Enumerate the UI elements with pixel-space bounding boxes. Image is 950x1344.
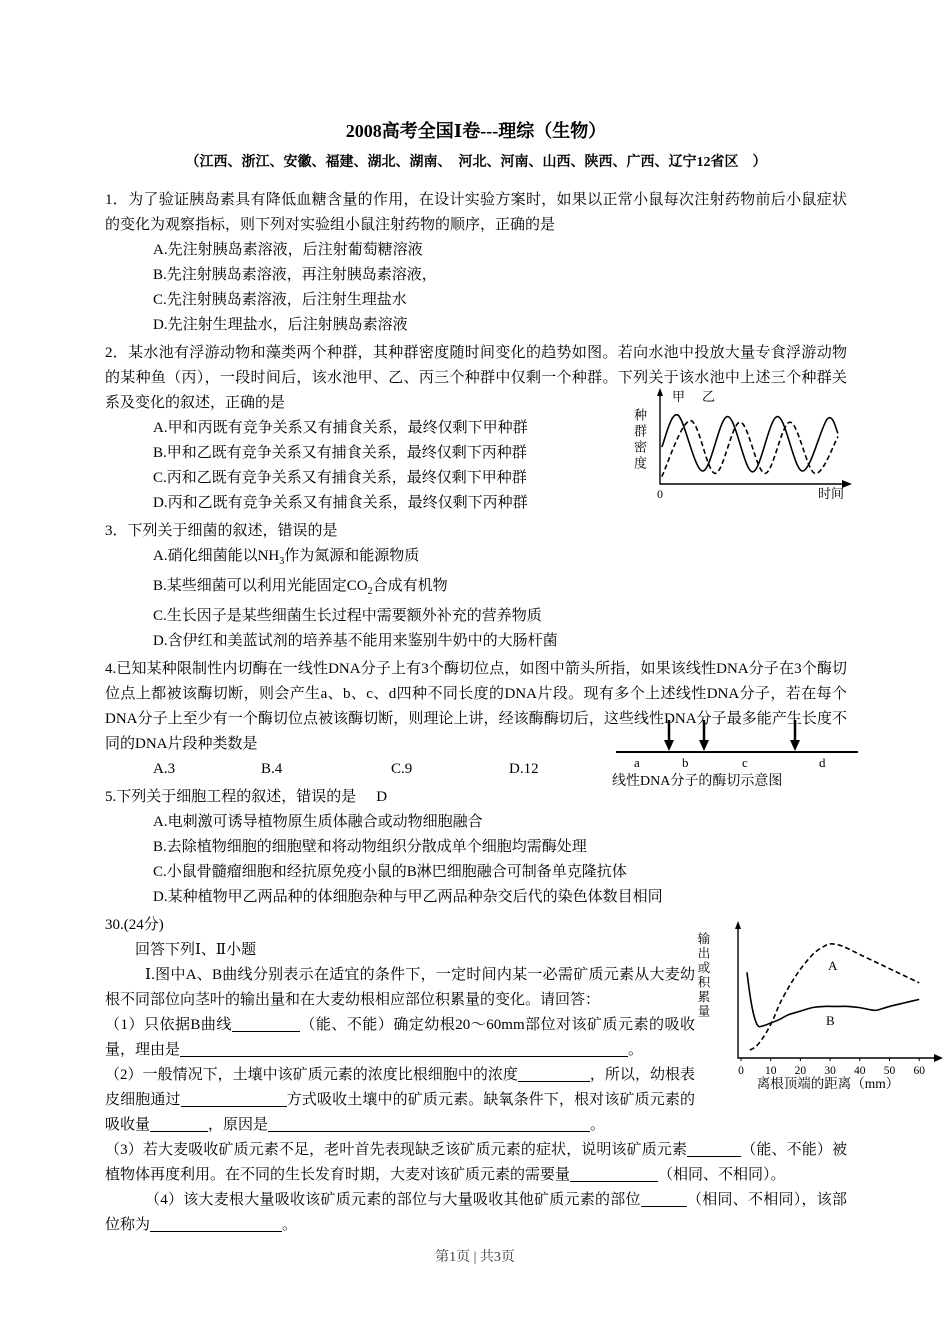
dna-cut-diagram xyxy=(612,712,862,770)
curve-乙 xyxy=(662,421,838,477)
question-3-option-d: D.含伊红和美蓝试剂的培养基不能用来鉴别牛奶中的大肠杆菌 xyxy=(153,633,558,649)
question-30-sub2: （2）一般情况下，土壤中该矿质元素的浓度比根细胞中的浓度 ，所以，幼根表皮细胞通过 方式吸收土壤中的矿质元素。缺氧条件下，根对该矿质元素的吸收量 ，原因是 。 xyxy=(105,1067,695,1133)
question-4-stem: 4.已知某种限制性内切酶在一线性DNA分子上有3个酶切位点，如图中箭头所指，如果该线性DNA分子在3个酶切位点上都被该酶切断，则会产生a、b、c、d四种不同长度的DNA片段。现有多个上述线性DNA分子，若在每个DNA分子上至少有一个酶切位点被该酶切断，则理论上讲，经该酶酶切后，这些线性DNA分子最多能产生长度不同的DNA片段种类数是 xyxy=(105,661,847,752)
x-tick-label: 0 xyxy=(738,1065,744,1077)
cut-arrow-2-head-icon xyxy=(699,740,709,751)
question-2-option-d: D.丙和乙既有竞争关系又有捕食关系，最终仅剩下丙种群 xyxy=(153,495,528,511)
question-5-option-c: C.小鼠骨髓瘤细胞和经抗原免疫小鼠的B淋巴细胞融合可制备单克隆抗体 xyxy=(153,864,627,880)
question-1-option-a: A.先注射胰岛素溶液，后注射葡萄糖溶液 xyxy=(153,242,423,258)
question-3-stem xyxy=(105,519,847,544)
y-axis-arrow-icon xyxy=(735,921,741,929)
question-5-stem-pre: 5.下列关于细胞工程的叙述， xyxy=(105,789,297,805)
question-5-answer: D xyxy=(376,789,388,805)
origin-label: 0 xyxy=(657,487,663,501)
answer-blank xyxy=(268,1116,590,1132)
answer-blank xyxy=(181,1091,287,1107)
page-footer: 第1页 | 共3页 xyxy=(435,1250,515,1265)
question-4-option-c: C.9 xyxy=(391,761,413,777)
question-5-stem-post: 的是 xyxy=(326,789,357,805)
series-yi-label: 乙 xyxy=(702,389,716,404)
question-1-option-d: D.先注射生理盐水，后注射胰岛素溶液 xyxy=(153,317,408,333)
question-30-number: 30.(24分) xyxy=(105,917,164,933)
page-subtitle: （江西、浙江、安徽、福建、湖北、湖南、 河北、河南、山西、陕西、广西、辽宁12省区 ） xyxy=(185,155,767,170)
answer-blank xyxy=(150,1116,208,1132)
root-chart xyxy=(708,918,948,1080)
question-3-stem-post: 的是 xyxy=(307,523,338,539)
root-mineral-figure xyxy=(692,918,948,1092)
question-2-option-c: C.丙和乙既有竞争关系又有捕食关系，最终仅剩下甲种群 xyxy=(153,470,527,486)
answer-blank xyxy=(150,1216,282,1232)
root-chart-xlabel: 离根顶端的距离（mm） xyxy=(756,1076,900,1091)
population-density-figure xyxy=(630,386,856,501)
question-1 xyxy=(105,188,847,338)
answer-blank xyxy=(570,1166,658,1182)
cut-arrow-3-head-icon xyxy=(790,740,800,751)
series-a-label: A xyxy=(828,958,838,973)
x-tick-label: 40 xyxy=(854,1065,866,1077)
question-30-sub3: （3）若大麦吸收矿质元素不足，老叶首先表现缺乏该矿质元素的症状，说明该矿质元素 （能、不能）被植物体再度利用。在不同的生长发育时期，大麦对该矿质元素的需要量 （相同、不相同）。 xyxy=(105,1142,847,1183)
page-title: 2008高考全国Ⅰ卷---理综（生物） xyxy=(345,121,607,141)
answer-blank xyxy=(518,1066,590,1082)
question-3-stem-pre: 3．下列关于细菌的叙述， xyxy=(105,523,278,539)
question-4-option-a: A.3 xyxy=(153,761,176,777)
question-30-sub1: （1）只依据B曲线 （能、不能）确定幼根20～60mm部位对该矿质元素的吸收量，理由是 。 xyxy=(105,1017,695,1058)
question-30-narrow-block xyxy=(105,963,695,1138)
answer-blank xyxy=(641,1191,687,1207)
answer-blank xyxy=(180,1041,628,1057)
series-b-label: B xyxy=(826,1013,835,1028)
question-5-option-b: B.去除植物细胞的细胞壁和将动物组织分散成单个细胞均需酶处理 xyxy=(153,839,587,855)
x-tick-label: 50 xyxy=(883,1065,896,1077)
x-tick-label: 30 xyxy=(824,1065,836,1077)
population-chart xyxy=(648,386,853,501)
x-tick-label: 10 xyxy=(764,1065,777,1077)
segment-d-label: d xyxy=(819,755,826,770)
question-30-intro: 回答下列Ⅰ、Ⅱ小题 xyxy=(135,942,257,958)
answer-blank xyxy=(687,1141,741,1157)
cut-arrow-1-head-icon xyxy=(664,740,674,751)
question-2-option-a: A.甲和丙既有竞争关系又有捕食关系，最终仅剩下甲种群 xyxy=(153,420,528,436)
x-tick-label: 20 xyxy=(794,1065,807,1077)
question-3-option-b: B.某些细菌可以利用光能固定$CO_2$合成有机物 xyxy=(153,578,448,597)
question-3-option-c: C.生长因子是某些细菌生长过程中需要额外补充的营养物质 xyxy=(153,608,542,624)
y-axis-arrow-icon xyxy=(657,388,663,396)
segment-b-label: b xyxy=(682,755,689,770)
question-5-option-a: A.电刺激可诱导植物原生质体融合或动物细胞融合 xyxy=(153,814,483,830)
question-2-stem: 2．某水池有浮游动物和藻类两个种群，其种群密度随时间变化的趋势如图。若向水池中投放大量专食浮游动物的某种鱼（丙），一段时间后，该水池甲、乙、丙三个种群中仅剩一个种群。下列关于该水池中上述三个种群关系及变化的叙述，正确的是 xyxy=(105,345,847,411)
x-axis-arrow-icon xyxy=(934,1054,943,1062)
question-30-part1-stem: Ⅰ.图中A、B曲线分别表示在适宜的条件下，一定时间内某一必需矿质元素从大麦幼根不同部位向茎叶的输出量和在大麦幼根相应部位积累量的变化。请回答： xyxy=(105,967,695,1008)
x-tick-label: 60 xyxy=(913,1065,925,1077)
question-1-option-b: B.先注射胰岛素溶液，再注射胰岛素溶液， xyxy=(153,267,437,283)
segment-a-label: a xyxy=(634,755,640,770)
question-5-stem-emphasis: 错误 xyxy=(296,789,327,805)
question-5-option-d: D.某种植物甲乙两品种的体细胞杂种与甲乙两品种杂交后代的染色体数目相同 xyxy=(153,889,663,905)
population-chart-ylabel: 种群密度 xyxy=(632,408,647,472)
question-5 xyxy=(105,785,847,910)
question-4-option-b: B.4 xyxy=(261,761,283,777)
question-3-option-a: A.硝化细菌能以$NH_3$作为氮源和能源物质 xyxy=(153,548,420,567)
question-1-stem: 1．为了验证胰岛素具有降低血糖含量的作用，在设计实验方案时，如果以正常小鼠每次注射药物前后小鼠症状的变化为观察指标，则下列对实验组小鼠注射药物的顺序，正确的是 xyxy=(105,192,847,233)
answer-blank xyxy=(232,1016,300,1032)
dna-cut-figure xyxy=(612,712,862,792)
dna-figure-caption: 线性DNA分子的酶切示意图 xyxy=(612,774,783,789)
segment-c-label: c xyxy=(742,755,748,770)
question-3 xyxy=(105,519,847,654)
question-4-option-d: D.12 xyxy=(509,761,539,777)
curve-甲 xyxy=(662,415,838,472)
series-jia-label: 甲 xyxy=(672,389,686,404)
question-30-sub4: （4）该大麦根大量吸收该矿质元素的部位与大量吸收其他矿质元素的部位 （相同、不相同），该部位称为 。 xyxy=(105,1192,847,1233)
question-2-option-b: B.甲和乙既有竞争关系又有捕食关系，最终仅剩下丙种群 xyxy=(153,445,527,461)
axes xyxy=(738,926,934,1058)
root-chart-ylabel: 输出或积累量 xyxy=(696,932,710,1019)
x-axis-label: 时间 xyxy=(818,486,845,501)
question-3-stem-emphasis: 错误 xyxy=(277,523,308,539)
question-1-option-c: C.先注射胰岛素溶液，后注射生理盐水 xyxy=(153,292,407,308)
